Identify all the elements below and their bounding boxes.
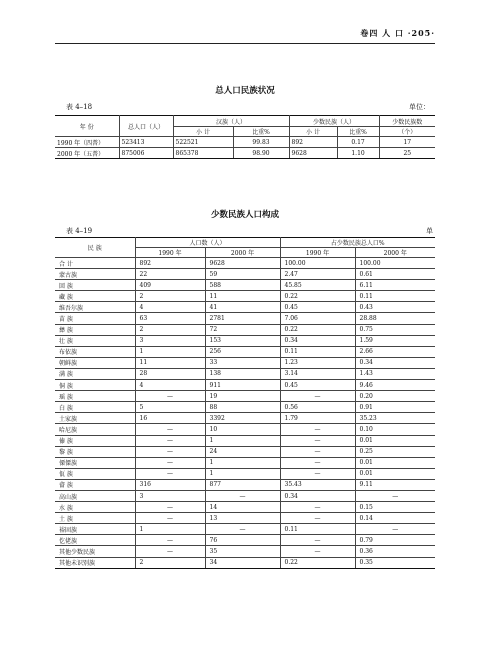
table-row	[55, 368, 435, 379]
table-row	[55, 335, 435, 346]
table-cell: 1	[135, 524, 205, 535]
table-cell: 0.14	[355, 513, 435, 524]
table-row	[55, 457, 435, 468]
table-cell: 100.00	[355, 258, 435, 269]
ethnic-name-cell: 白 族	[55, 402, 135, 413]
header-count: 少数民族数	[379, 116, 435, 127]
table1-unit: 单位：	[409, 103, 430, 111]
table-cell: —	[135, 435, 205, 446]
header-ethnic: 民 族	[55, 238, 135, 258]
table-cell: 1	[205, 457, 280, 468]
table-cell: 0.01	[355, 468, 435, 479]
table-cell: 3392	[205, 413, 280, 424]
ethnic-name-cell: 彝 族	[55, 324, 135, 335]
table-cell: 9628	[205, 258, 280, 269]
table-cell: —	[135, 546, 205, 557]
table-cell: 100.00	[280, 258, 355, 269]
running-head: 卷四 人 口 ·205·	[360, 28, 435, 38]
ethnic-name-cell: 藏 族	[55, 291, 135, 302]
table-cell: 2	[135, 557, 205, 568]
table-cell: 0.11	[280, 524, 355, 535]
table-cell: 0.45	[280, 380, 355, 391]
table-cell: 33	[205, 357, 280, 368]
table-cell: 911	[205, 380, 280, 391]
table-cell: 0.56	[280, 402, 355, 413]
table-cell: 0.22	[280, 324, 355, 335]
table-cell: 0.11	[355, 291, 435, 302]
table-row	[55, 435, 435, 446]
table-cell: —	[280, 535, 355, 546]
table-cell: 45.85	[280, 280, 355, 291]
table-row	[55, 446, 435, 457]
table2-title: 少数民族人口构成	[210, 210, 279, 220]
table-row	[55, 535, 435, 546]
table-cell: 138	[205, 368, 280, 379]
table-cell: 2	[135, 291, 205, 302]
ethnic-name-cell: 蒙古族	[55, 269, 135, 280]
table-cell: 2.66	[355, 346, 435, 357]
table-cell: —	[135, 457, 205, 468]
table-cell: 22	[135, 269, 205, 280]
table-row	[55, 302, 435, 313]
table-cell: 0.01	[355, 457, 435, 468]
table-cell: 892	[289, 137, 337, 148]
table-row	[55, 391, 435, 402]
header-share-1990: 1990 年	[280, 248, 355, 258]
header-han: 汉族（人）	[173, 116, 289, 127]
table-minority-composition	[55, 237, 435, 569]
table-cell: 72	[205, 324, 280, 335]
table-cell: 19	[205, 391, 280, 402]
header-year: 年 份	[55, 116, 119, 137]
table-cell: —	[355, 524, 435, 535]
header-share-2000: 2000 年	[355, 248, 435, 258]
table-cell: 875006	[119, 148, 173, 159]
header-minority: 少数民族（人）	[289, 116, 379, 127]
table-cell: —	[135, 446, 205, 457]
table-cell: 0.45	[280, 302, 355, 313]
table-cell: 0.75	[355, 324, 435, 335]
table-cell: 4	[135, 302, 205, 313]
table-cell: —	[280, 457, 355, 468]
table-cell: 63	[135, 313, 205, 324]
table-cell: 0.91	[355, 402, 435, 413]
ethnic-name-cell: 裕固族	[55, 524, 135, 535]
ethnic-name-cell: 黎 族	[55, 446, 135, 457]
table-cell: 10	[205, 424, 280, 435]
table-cell: 0.34	[280, 490, 355, 501]
table-cell: 316	[135, 479, 205, 490]
table-cell: 2	[135, 324, 205, 335]
table-cell: 13	[205, 513, 280, 524]
table-row	[55, 380, 435, 391]
table-row	[55, 258, 435, 269]
table-cell: 523413	[119, 137, 173, 148]
ethnic-name-cell: 傣 族	[55, 435, 135, 446]
table-cell: 14	[205, 502, 280, 513]
table-cell: 0.34	[280, 335, 355, 346]
table-cell: —	[205, 490, 280, 501]
table-cell: 24	[205, 446, 280, 457]
table-cell: 1.59	[355, 335, 435, 346]
header-rule	[55, 43, 435, 44]
table-cell: 7.06	[280, 313, 355, 324]
table-cell: —	[135, 502, 205, 513]
ethnic-name-cell: 布依族	[55, 346, 135, 357]
table-cell: 59	[205, 269, 280, 280]
ethnic-name-cell: 壮 族	[55, 335, 135, 346]
ethnic-name-cell: 满 族	[55, 368, 135, 379]
table-cell: —	[280, 435, 355, 446]
table-cell: 11	[205, 291, 280, 302]
header-han-subtotal: 小 计	[173, 127, 233, 137]
table-cell: 28	[135, 368, 205, 379]
table-row	[55, 546, 435, 557]
ethnic-name-cell: 朝鲜族	[55, 357, 135, 368]
header-pop-2000: 2000 年	[205, 248, 280, 258]
table-cell: 0.43	[355, 302, 435, 313]
table-cell: 892	[135, 258, 205, 269]
table-cell: 0.61	[355, 269, 435, 280]
table-cell: —	[355, 490, 435, 501]
table-row	[55, 524, 435, 535]
ethnic-name-cell: 其他少数民族	[55, 546, 135, 557]
table-cell: 153	[205, 335, 280, 346]
table-row	[55, 346, 435, 357]
table-cell: 1	[205, 468, 280, 479]
table-cell: 88	[205, 402, 280, 413]
table-row	[55, 513, 435, 524]
header-share: 占少数民族总人口%	[280, 238, 435, 248]
table-cell: 0.11	[280, 346, 355, 357]
table-cell: —	[135, 535, 205, 546]
table-cell: 9.46	[355, 380, 435, 391]
ethnic-name-cell: 其他未识别族	[55, 557, 135, 568]
ethnic-name-cell: 水 族	[55, 502, 135, 513]
table-cell: 2781	[205, 313, 280, 324]
table1-title: 总人口民族状况	[215, 86, 275, 96]
table-cell: 1.43	[355, 368, 435, 379]
table-cell: 2.47	[280, 269, 355, 280]
table-cell: —	[280, 446, 355, 457]
table-row	[55, 357, 435, 368]
header-minority-subtotal: 小 计	[289, 127, 337, 137]
table-cell: 99.83	[233, 137, 289, 148]
table-cell: —	[280, 502, 355, 513]
table-row	[55, 502, 435, 513]
table-cell: —	[280, 424, 355, 435]
table-cell: 28.88	[355, 313, 435, 324]
table-cell: —	[280, 513, 355, 524]
table-cell: 0.34	[355, 357, 435, 368]
table-cell: 0.17	[337, 137, 379, 148]
table-cell: 0.22	[280, 291, 355, 302]
header-han-pct: 比重%	[233, 127, 289, 137]
table-cell: 0.01	[355, 435, 435, 446]
ethnic-name-cell: 回 族	[55, 280, 135, 291]
table-cell: 2000 年（五普）	[55, 148, 119, 159]
table-cell: —	[280, 468, 355, 479]
table-row	[55, 291, 435, 302]
table-cell: 522521	[173, 137, 233, 148]
table-cell: 1990 年（四普）	[55, 137, 119, 148]
table-row	[55, 269, 435, 280]
table-cell: 0.20	[355, 391, 435, 402]
table-cell: 3.14	[280, 368, 355, 379]
header-pop-1990: 1990 年	[135, 248, 205, 258]
ethnic-name-cell: 仡佬族	[55, 535, 135, 546]
header-count-unit: （个）	[379, 127, 435, 137]
table2-unit: 单	[426, 227, 433, 235]
table1-label: 表 4–18	[66, 103, 93, 111]
table-row	[55, 324, 435, 335]
table-cell: —	[135, 513, 205, 524]
table-cell: 0.35	[355, 557, 435, 568]
table-cell: 35	[205, 546, 280, 557]
table-cell: 9628	[289, 148, 337, 159]
table-row	[55, 313, 435, 324]
table-cell: 9.11	[355, 479, 435, 490]
table-row	[55, 413, 435, 424]
table-row	[55, 402, 435, 413]
table-cell: 35.43	[280, 479, 355, 490]
table-cell: 0.79	[355, 535, 435, 546]
table-cell: 5	[135, 402, 205, 413]
table-row	[55, 468, 435, 479]
ethnic-name-cell: 合 计	[55, 258, 135, 269]
table-cell: 1.79	[280, 413, 355, 424]
table-cell: 409	[135, 280, 205, 291]
ethnic-name-cell: 畲 族	[55, 479, 135, 490]
table-row	[55, 280, 435, 291]
table-cell: 865378	[173, 148, 233, 159]
table-cell: —	[135, 468, 205, 479]
table-cell: 16	[135, 413, 205, 424]
table-cell: 1	[135, 346, 205, 357]
table-cell: 877	[205, 479, 280, 490]
table-cell: 3	[135, 335, 205, 346]
ethnic-name-cell: 侗 族	[55, 380, 135, 391]
ethnic-name-cell: 哈尼族	[55, 424, 135, 435]
table-cell: 11	[135, 357, 205, 368]
table-cell: 0.15	[355, 502, 435, 513]
ethnic-name-cell: 佤 族	[55, 468, 135, 479]
ethnic-name-cell: 苗 族	[55, 313, 135, 324]
table2-body	[55, 258, 435, 569]
table-cell: 1	[205, 435, 280, 446]
ethnic-name-cell: 土家族	[55, 413, 135, 424]
table-row	[55, 557, 435, 568]
header-minority-pct: 比重%	[337, 127, 379, 137]
table-row	[55, 490, 435, 501]
ethnic-name-cell: 瑶 族	[55, 391, 135, 402]
table-ethnic-overview	[55, 115, 435, 159]
table-cell: 0.25	[355, 446, 435, 457]
header-population: 人口数（人）	[135, 238, 280, 248]
table-cell: 98.90	[233, 148, 289, 159]
table-cell: —	[135, 424, 205, 435]
table-cell: 0.22	[280, 557, 355, 568]
page-header	[55, 28, 435, 42]
table-cell: 25	[379, 148, 435, 159]
table-cell: 588	[205, 280, 280, 291]
table-cell: 1.23	[280, 357, 355, 368]
table-cell: 76	[205, 535, 280, 546]
table-row	[55, 424, 435, 435]
ethnic-name-cell: 维吾尔族	[55, 302, 135, 313]
table-cell: —	[280, 391, 355, 402]
table-cell: 35.23	[355, 413, 435, 424]
table-cell: —	[205, 524, 280, 535]
table-cell: 0.36	[355, 546, 435, 557]
ethnic-name-cell: 土 族	[55, 513, 135, 524]
table-cell: 17	[379, 137, 435, 148]
ethnic-name-cell: 高山族	[55, 490, 135, 501]
table-cell: 0.10	[355, 424, 435, 435]
table-cell: 41	[205, 302, 280, 313]
ethnic-name-cell: 傈僳族	[55, 457, 135, 468]
table2-label: 表 4–19	[66, 227, 93, 235]
header-total: 总人口（人）	[119, 116, 173, 137]
table-cell: 4	[135, 380, 205, 391]
table-cell: 6.11	[355, 280, 435, 291]
table-cell: —	[135, 391, 205, 402]
table-cell: —	[280, 546, 355, 557]
table-cell: 3	[135, 490, 205, 501]
table-cell: 1.10	[337, 148, 379, 159]
table-cell: 256	[205, 346, 280, 357]
table-cell: 34	[205, 557, 280, 568]
table-row	[55, 479, 435, 490]
